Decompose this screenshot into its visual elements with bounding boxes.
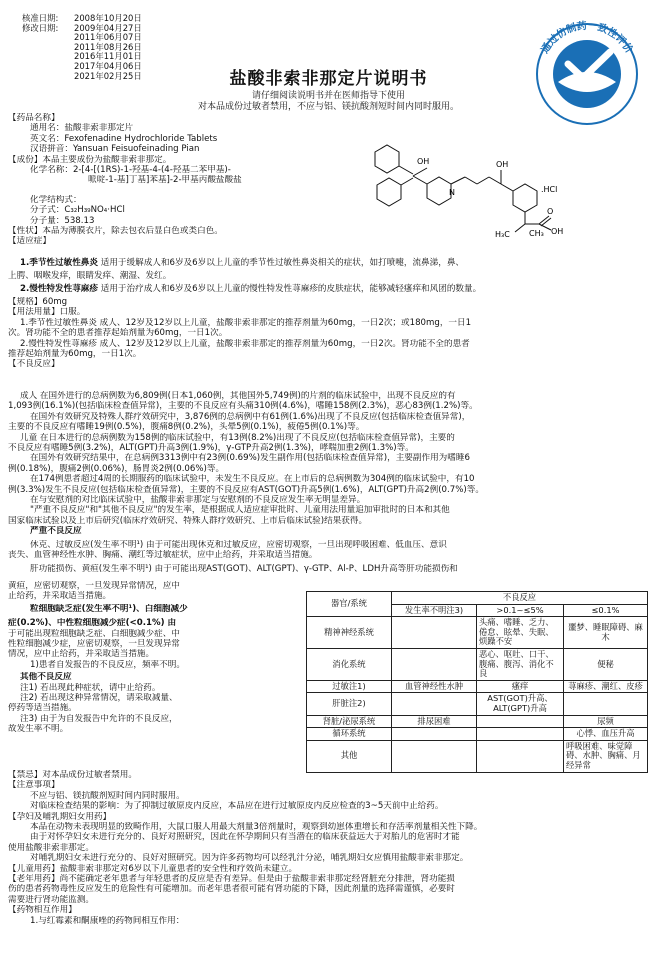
table-row [307,715,648,728]
tail-line: 对哺乳期妇女未进行充分的、良好对照研究。因为许多药物均可以经乳汁分泌，哺乳期妇女应慎用盐酸非索非那定。 [30,853,469,864]
info-line: 化学结构式： [30,194,82,205]
note-line: 故发生率不明。 [8,724,69,735]
section-heading: 【用法用量】口服。 [8,307,86,318]
indication-line [8,257,648,270]
cell-system: 肝脏注2) [307,693,392,715]
note-line: 注3) 由于为自发报告中允许的不良反应， [20,713,178,724]
cell-mid: 头痛、嗜睡、乏力、倦怠、眩晕、失眠、烦躁不安 [477,617,564,649]
section-heading: 【药品名称】 [8,113,60,123]
tail-line: 使用盐酸非索非那定。 [8,842,94,853]
cell-unknown [392,648,477,680]
note-line: 止给药，并采取适当措施。 [8,591,112,602]
adverse-line: "严重不良反应"和"其他不良反应"的发生率，是根据成人适应症审批时、儿童用法用量追加审批时的日本和其他 [30,505,450,516]
spec-line: 【规格】60mg [8,297,68,307]
adverse-reactions [8,391,648,574]
structure-n-label: N [449,188,455,197]
dosage [8,297,648,370]
date-value: 2008年10月20日 [74,13,142,23]
tail-line: 需要进行肾功能监测。 [8,894,94,905]
note-line: 注2) 若出现这种异常情况，请采取减量、 [20,693,178,704]
usage-line: 2.慢性特发性荨麻疹 成人、12岁及12岁以上儿童，盐酸非索非那定的推荐剂量为60mg，一日2次。肾功能不全的患者 [20,338,470,349]
indication-text: 适用于治疗成人和6岁及6岁以上儿童的慢性特发性荨麻疹的皮肤症状，能够减轻瘙痒和风团的数量。 [100,284,482,294]
info-line: 分子式：C₃₂H₃₉NO₄·HCl [30,205,125,216]
info-line: 【性状】本品为薄膜衣片，除去包衣后显白色或类白色。 [8,226,223,237]
cell-system: 精神神经系统 [307,617,392,649]
section-heading: 【注意事项】 [8,780,60,791]
cell-low [564,693,648,715]
adverse-line: 儿童 在日本进行的总病例数为158例的临床试验中，有13例(8.2%)出现了不良反应(包括临床检查值异常)，主要的 [20,432,455,443]
product-info [8,113,648,247]
structure-hcl-label: .HCl [541,185,558,194]
structure-oh-label: OH [551,227,564,236]
adverse-line: 休克、过敏反应(发生率不明¹) 由于可能出现休克和过敏反应，应密切观察，一旦出现呼吸困难、低血压、意识 [30,539,447,550]
cell-low: 噩梦、睡眠障碍、麻木 [564,617,648,649]
structure-oh-label: OH [417,157,430,166]
note-line: 性粒细胞减少症，应密切观察，一旦发现异常 [8,639,180,650]
table-row [307,648,648,680]
pediatric-line: 【儿童用药】盐酸非索非那定对6岁以下儿童患者的安全性和疗效尚未建立。 [8,863,298,874]
tail-sections [8,770,648,926]
contraindication-line: 【禁忌】对本品成份过敏者禁用。 [8,770,137,780]
adverse-line: 例(0.18%)，腹痛2例(0.06%)，肠胃炎2例(0.06%)等。 [8,463,225,474]
cell-mid: AST(GOT)升高、ALT(GPT)升高 [477,693,564,715]
adverse-line: 丧失、血管神经性水肿、胸痛、潮红等过敏症状，应中止给药，并采取适当措施。 [8,550,318,561]
note-line: 情况，应中止给药，并采取适当措施。 [8,649,155,660]
table-row [307,693,648,715]
note-line: 黄疸，应密切观察，一旦发现异常情况，应中 [8,581,180,591]
page-title: 盐酸非索非那定片说明书 [229,69,428,89]
adverse-line: 成人 在国外进行的总病例数为6,809例(日本1,060例，其他国外5,749例)的片剂的临床试验中，出现不良反应的有 [20,391,456,401]
header-col: 发生率不明注3) [392,604,477,617]
logo-text: 通过仿制药一致性评价 [539,20,635,56]
table-row [307,740,648,772]
table-row [307,680,648,693]
tail-line: 对临床检查结果的影响：为了抑制过敏原皮内反应，本品应在进行过敏原皮内反应检查的3~5天前中止给药。 [30,801,444,812]
cell-mid: 瘙痒 [477,680,564,693]
adverse-line: 在174例患者超过4周的长期服药的临床试验中，未发生不良反应。在上市后的总病例数为304例的临床试验中，有10 [30,474,475,485]
left-column-notes [8,581,300,735]
table-header-row [307,592,648,605]
cell-unknown [392,740,477,772]
adverse-line: 在与安慰剂的对比临床试验中，盐酸非索非那定与安慰剂的不良反应发生率无明显差异。 [30,495,366,506]
adverse-reactions-table [306,591,648,773]
adverse-line: 在国外有效研究及特殊人群疗效研究中，3,876例的总病例中有61例(1.6%)出现了不良反应(包括临床检查值异常)， [30,411,471,422]
structure-o-label: O [547,207,554,216]
indication-line [8,283,648,296]
tail-line: 1.与红霉素和酮康唑的药物间相互作用： [30,915,185,926]
info-line: 通用名：盐酸非索非那定片 [30,123,134,134]
cell-mid [477,715,564,728]
date-label: 核准日期: [22,13,59,23]
cell-system: 消化系统 [307,648,392,680]
cell-low: 荨麻疹、潮红、皮疹 [564,680,648,693]
adverse-line: 国家临床试验以及上市后研究(临床疗效研究、特殊人群疗效研究、上市后临床试验)结果获得。 [8,515,368,526]
indication-line [8,270,648,283]
info-line: 【成份】本品主要成份为盐酸非索非那定。 [8,154,172,165]
section-heading: 【适应症】 [8,236,51,247]
tail-line: 由于对怀孕妇女未进行充分的、良好对照研究，因此在怀孕期间只有当潜在的临床获益远大于对胎儿的危害时才能 [30,832,460,843]
note-line: 粒细胞缺乏症(发生率不明¹)、白细胞减少 [30,603,188,614]
usage-line: 次。肾功能不全的患者推荐起始剂量为60mg，一日1次。 [8,328,228,339]
date-label: 修改日期: [22,22,59,33]
section-heading: 【孕妇及哺乳期妇女用药】 [8,811,112,822]
tail-line: 本品在动物未表现明显的致畸作用，大鼠口服人用最大剂量3倍剂量时，观察到幼崽体重增长和存活率剂量相关性下降。 [30,822,483,833]
note-line: 1)患者自发报告的不良反应，频率不明。 [30,659,185,670]
adverse-line: 不良反应有嗜睡5例(3.2%)，ALT(GPT)升高3例(1.9%)，γ-GTP升高2例(1.3%)，哮喘加重2例(1.3%)等。 [8,443,414,454]
info-line: 英文名：Fexofenadine Hydrochloride Tablets [30,133,218,144]
date-value: 2011年08月26日 [74,41,142,52]
cell-unknown [392,728,477,741]
cell-low: 心悸、血压升高 [564,728,648,741]
serious-adverse-heading: 严重不良反应 [30,526,82,537]
cell-unknown [392,693,477,715]
note-line: 注1) 若出现此种症状，请中止给药。 [20,682,161,693]
header-group: 不良反应 [392,592,648,605]
tail-line: 不应与铝、镁抗酸剂短时间内同时服用。 [30,790,185,801]
section-heading: 【不良反应】 [8,359,60,370]
cell-system: 过敏注1) [307,680,392,693]
structure-oh-label: OH [496,160,509,169]
date-value: 2017年04月06日 [74,60,142,71]
info-line: 哌啶-1-基]丁基]苯基]-2-甲基丙酸盐酸盐 [88,175,242,186]
cell-mid [477,728,564,741]
cell-unknown: 血管神经性水肿 [392,680,477,693]
structure-ch3-label: CH₃ [529,229,544,238]
section-heading: 【药物相互作用】 [8,905,77,916]
cell-unknown [392,617,477,649]
note-line: 停药等适当措施。 [8,703,77,714]
cell-system: 肾脏/泌尿系统 [307,715,392,728]
cell-low: 尿频 [564,715,648,728]
indication-text: 适用于缓解成人和6岁及6岁以上儿童的季节性过敏性鼻炎相关的症状，如打喷嚏，流鼻涕，鼻、 [100,258,465,268]
date-value: 2011年06月07日 [74,32,142,43]
header-col: ≤0.1% [564,604,648,617]
cell-low: 呼吸困难、味觉障碍、水肿、胸痛、月经异常 [564,740,648,772]
adverse-line: 1,093例(16.1%)(包括临床检查值异常)，主要的不良反应有头痛310例(4.6%)，嗜睡158例(2.3%)，恶心83例(1.2%)等。 [8,401,478,412]
date-value: 2021年02月25日 [74,70,142,81]
cell-unknown: 排尿困难 [392,715,477,728]
indication-text: 上腭、咽喉发痒，眼睛发痒、潮湿、发红。 [8,271,172,281]
cell-system: 循环系统 [307,728,392,741]
header-system: 器官/系统 [307,592,392,617]
header-col: >0.1~≤5% [477,604,564,617]
cell-mid: 恶心、呕吐、口干、腹痛、腹泻、消化不良 [477,648,564,680]
cell-mid [477,740,564,772]
info-line: 汉语拼音：Yansuan Feisuofeinading Pian [30,144,200,155]
geriatric-line: 【老年用药】尚不能确定老年患者与年轻患者的反应是否有差异。但是由于盐酸非索非那定经肾脏充分排泄，肾功能损 [8,874,455,885]
subtitle-usage-note: 请仔细阅读说明书并在医师指导下使用 [251,91,405,101]
indication-head: 1.季节性过敏性鼻炎 [20,258,98,268]
subtitle-warning: 对本品成份过敏者禁用，不应与铝、镁抗酸剂短时间内同时服用。 [197,102,459,112]
info-line: 化学名称：2-[4-[(1RS)-1-羟基-4-(4-羟基二苯甲基)- [30,165,231,176]
adverse-line: 在国外有效研究结果中，在总病例3313例中有23例(0.69%)发生副作用(包括临床检查值异常)，主要副作用为嗜睡6 [30,453,470,464]
cell-low: 便秘 [564,648,648,680]
table-row [307,728,648,741]
date-value: 2009年04月27日 [74,22,142,33]
date-value: 2016年11月01日 [74,51,142,62]
info-line: 分子量：538.13 [30,215,95,226]
other-adverse-heading: 其他不良反应 [20,672,72,683]
adverse-line: 主要的不良反应有嗜睡19例(0.5%)，腹痛8例(0.2%)，头晕5例(0.1%)，疲倦5例(0.1%)等。 [8,422,365,433]
tail-line: 伤的患者药物毒性反应发生的危险性有可能增加。而老年患者很可能有肾功能的下降，因此剂量的选择需谨慎，必要时 [8,884,455,895]
indications [8,257,648,296]
liver-injury-line: 肝功能损伤、黄疸(发生率不明¹) 由于可能出现AST(GOT)、ALT(GPT)、γ-GTP、Al-P、LDH升高等肝功能损伤和 [30,563,458,574]
note-line: 症(0.2%)、中性粒细胞减少症(<0.1%) 由 [8,618,177,629]
usage-line: 1.季节性过敏性鼻炎 成人、12岁及12岁以上儿童，盐酸非索非那定的推荐剂量为60mg，一日2次；或180mg，一日1 [20,317,472,328]
structure-h3c-label: H₃C [495,230,510,238]
table-row [307,617,648,649]
indication-head: 2.慢性特发性荨麻疹 [20,284,98,294]
usage-line: 推荐起始剂量为60mg，一日1次。 [8,349,142,360]
note-line: 于可能出现粒细胞缺乏症、白细胞减少症、中 [8,628,180,639]
adverse-line: 例(3.3%)发生不良反应(包括临床检查值异常)，主要的不良反应有AST(GOT)升高5例(1.6%)，ALT(GPT)升高2例(0.7%)等。 [8,484,484,495]
cell-system: 其他 [307,740,392,772]
